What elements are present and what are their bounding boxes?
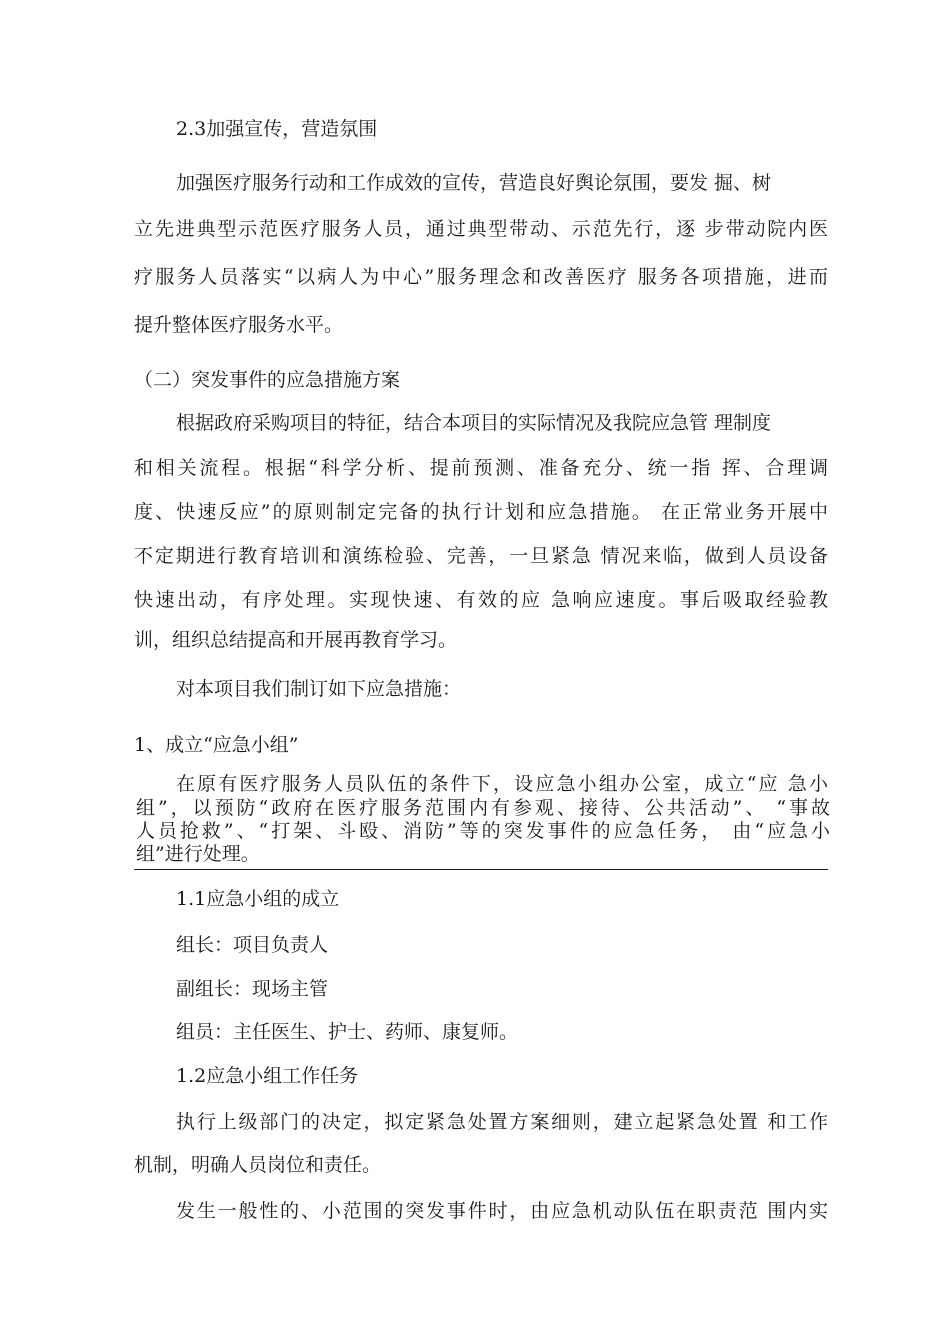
horizontal-divider [134,869,828,870]
section-1-1-heading: 1.1应急小组的成立 [176,888,340,910]
paragraph-line: 加强医疗服务行动和工作成效的宣传，营造良好舆论氛围，要发 掘、树 [176,172,772,194]
paragraph-line: 执行上级部门的决定，拟定紧急处置方案细则，建立起紧急处置 和工作 [176,1111,828,1133]
paragraph-line: 组”，以预防“政府在医疗服务范围内有参观、接待、公共活动”、 “事故 [136,797,830,819]
paragraph-line: 立先进典型示范医疗服务人员，通过典型带动、示范先行，逐 步带动院内医 [134,218,828,240]
section-2-3-heading: 2.3加强宣传，营造氛围 [176,118,378,140]
paragraph-line: 和相关流程。根据“科学分析、提前预测、准备充分、统一指 挥、合理调 [134,457,828,479]
paragraph-line: 发生一般性的、小范围的突发事件时，由应急机动队伍在职责范 围内实 [176,1200,828,1222]
section-1-heading: 1、成立“应急小组” [134,734,299,756]
paragraph-line: 人员抢救”、“打架、斗殴、消防”等的突发事件的应急任务， 由“应急小 [136,820,830,842]
paragraph-line: 提升整体医疗服务水平。 [134,314,344,336]
measures-intro: 对本项目我们制订如下应急措施： [176,678,462,700]
group-members: 组员：主任医生、护士、药师、康复师。 [176,1021,519,1043]
paragraph-line: 度、快速反应”的原则制定完备的执行计划和应急措施。 在正常业务开展中 [134,501,828,523]
paragraph-line: 机制，明确人员岗位和责任。 [134,1154,382,1176]
paragraph-line: 在原有医疗服务人员队伍的条件下，设应急小组办公室，成立“应 急小 [176,773,828,795]
paragraph-line: 不定期进行教育培训和演练检验、完善，一旦紧急 情况来临，做到人员设备 [134,545,828,567]
section-1-2-heading: 1.2应急小组工作任务 [176,1065,359,1087]
section-2-heading: （二）突发事件的应急措施方案 [134,369,401,391]
group-leader: 组长：项目负责人 [176,934,329,956]
paragraph-line: 根据政府采购项目的特征，结合本项目的实际情况及我院应急管 理制度 [176,412,772,434]
paragraph-line: 训，组织总结提高和开展再教育学习。 [134,629,458,651]
paragraph-line: 组”进行处理。 [136,843,260,865]
deputy-leader: 副组长：现场主管 [176,978,329,1000]
paragraph-line: 快速出动，有序处理。实现快速、有效的应 急响应速度。事后吸取经验教 [134,589,828,611]
paragraph-line: 疗服务人员落实“以病人为中心”服务理念和改善医疗 服务各项措施，进而 [134,266,828,288]
